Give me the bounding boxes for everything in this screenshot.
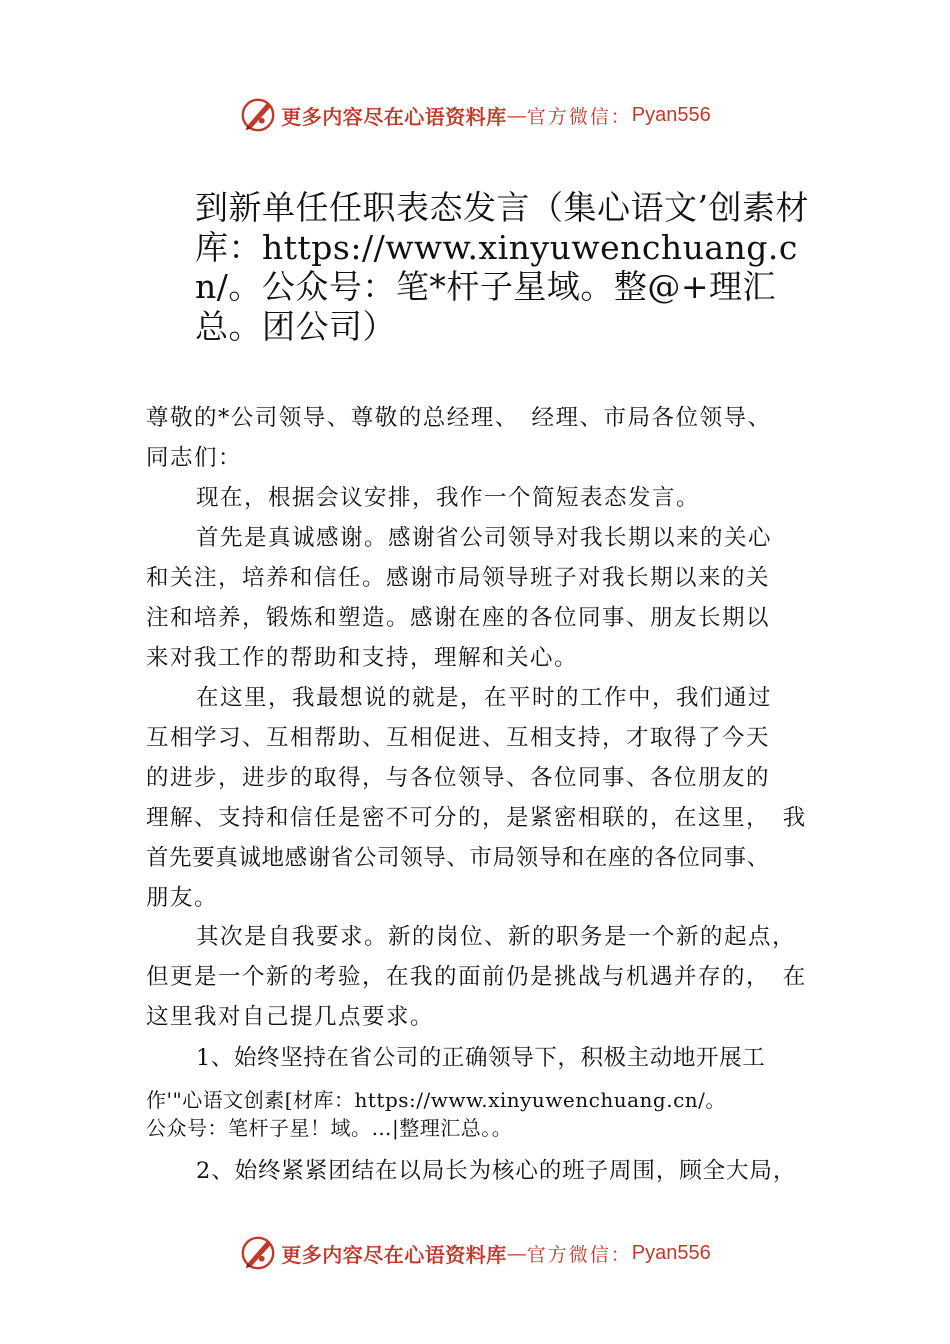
footer-banner bbox=[0, 1231, 950, 1275]
body-line: 注和培养，锻炼和塑造。感谢在座的各位同事、朋友长期以 bbox=[146, 605, 771, 631]
banner-label: 官方微信： bbox=[526, 1243, 632, 1266]
header-banner bbox=[0, 93, 950, 137]
body-line: 其次是自我要求。新的岗位、新的职务是一个新的起点， bbox=[196, 924, 797, 950]
body-line: 在这里，我最想说的就是，在平时的工作中，我们通过 bbox=[196, 685, 773, 711]
body-line: 尊敬的*公司领导、尊敬的总经理、 经理、市局各位领导、 bbox=[146, 405, 772, 431]
body-line: 来对我工作的帮助和支持，理解和关心。 bbox=[146, 645, 579, 671]
logo-icon bbox=[239, 1234, 277, 1272]
body-line: 但更是一个新的考验，在我的面前仍是挑战与机遇并存的， 在 bbox=[146, 964, 807, 990]
body-line: 的进步，进步的取得，与各位领导、各位同事、各位朋友的 bbox=[146, 765, 771, 791]
document-title: 到新单任任职表态发言（集心语文’创素材库：https://www.xinyuwenchuang.cn/。公众号：笔*杆子星域。整@+理汇总。团公司） bbox=[195, 188, 809, 346]
body-line: 1、始终坚持在省公司的正确领导下，积极主动地开展工 bbox=[196, 1045, 766, 1071]
body-line: 公众号：笔杆子星！域。…|整理汇总。。 bbox=[146, 1116, 513, 1140]
banner-dash: — bbox=[506, 103, 527, 127]
logo-icon bbox=[239, 96, 277, 134]
banner-wechat-id: Pyan556 bbox=[631, 1241, 711, 1264]
banner-wechat-id: Pyan556 bbox=[631, 103, 711, 126]
body-line: 这里我对自己提几点要求。 bbox=[146, 1004, 435, 1030]
body-line: 首先是真诚感谢。感谢省公司领导对我长期以来的关心 bbox=[196, 525, 773, 551]
body-line: 和关注，培养和信任。感谢市局领导班子对我长期以来的关 bbox=[146, 565, 771, 591]
banner-brand: 更多内容尽在心语资料库 bbox=[281, 1242, 507, 1267]
body-line: 现在，根据会议安排，我作一个简短表态发言。 bbox=[196, 485, 701, 511]
body-line: 作'"心语文创素[材库：https://www.xinyuwenchuang.cn/。 bbox=[146, 1088, 726, 1112]
body-line: 2、始终紧紧团结在以局长为核心的班子周围，顾全大局， bbox=[196, 1158, 797, 1184]
banner-label: 官方微信： bbox=[526, 105, 632, 128]
banner-dash: — bbox=[506, 1241, 527, 1265]
banner-brand: 更多内容尽在心语资料库 bbox=[281, 104, 507, 129]
body-line: 理解、支持和信任是密不可分的，是紧密相联的，在这里， 我 bbox=[146, 805, 807, 831]
body-line: 同志们： bbox=[146, 445, 243, 471]
body-line: 互相学习、互相帮助、互相促进、互相支持，才取得了今天 bbox=[146, 725, 771, 751]
body-line: 朋友。 bbox=[146, 885, 219, 911]
body-line: 首先要真诚地感谢省公司领导、市局领导和在座的各位同事、 bbox=[146, 845, 770, 871]
